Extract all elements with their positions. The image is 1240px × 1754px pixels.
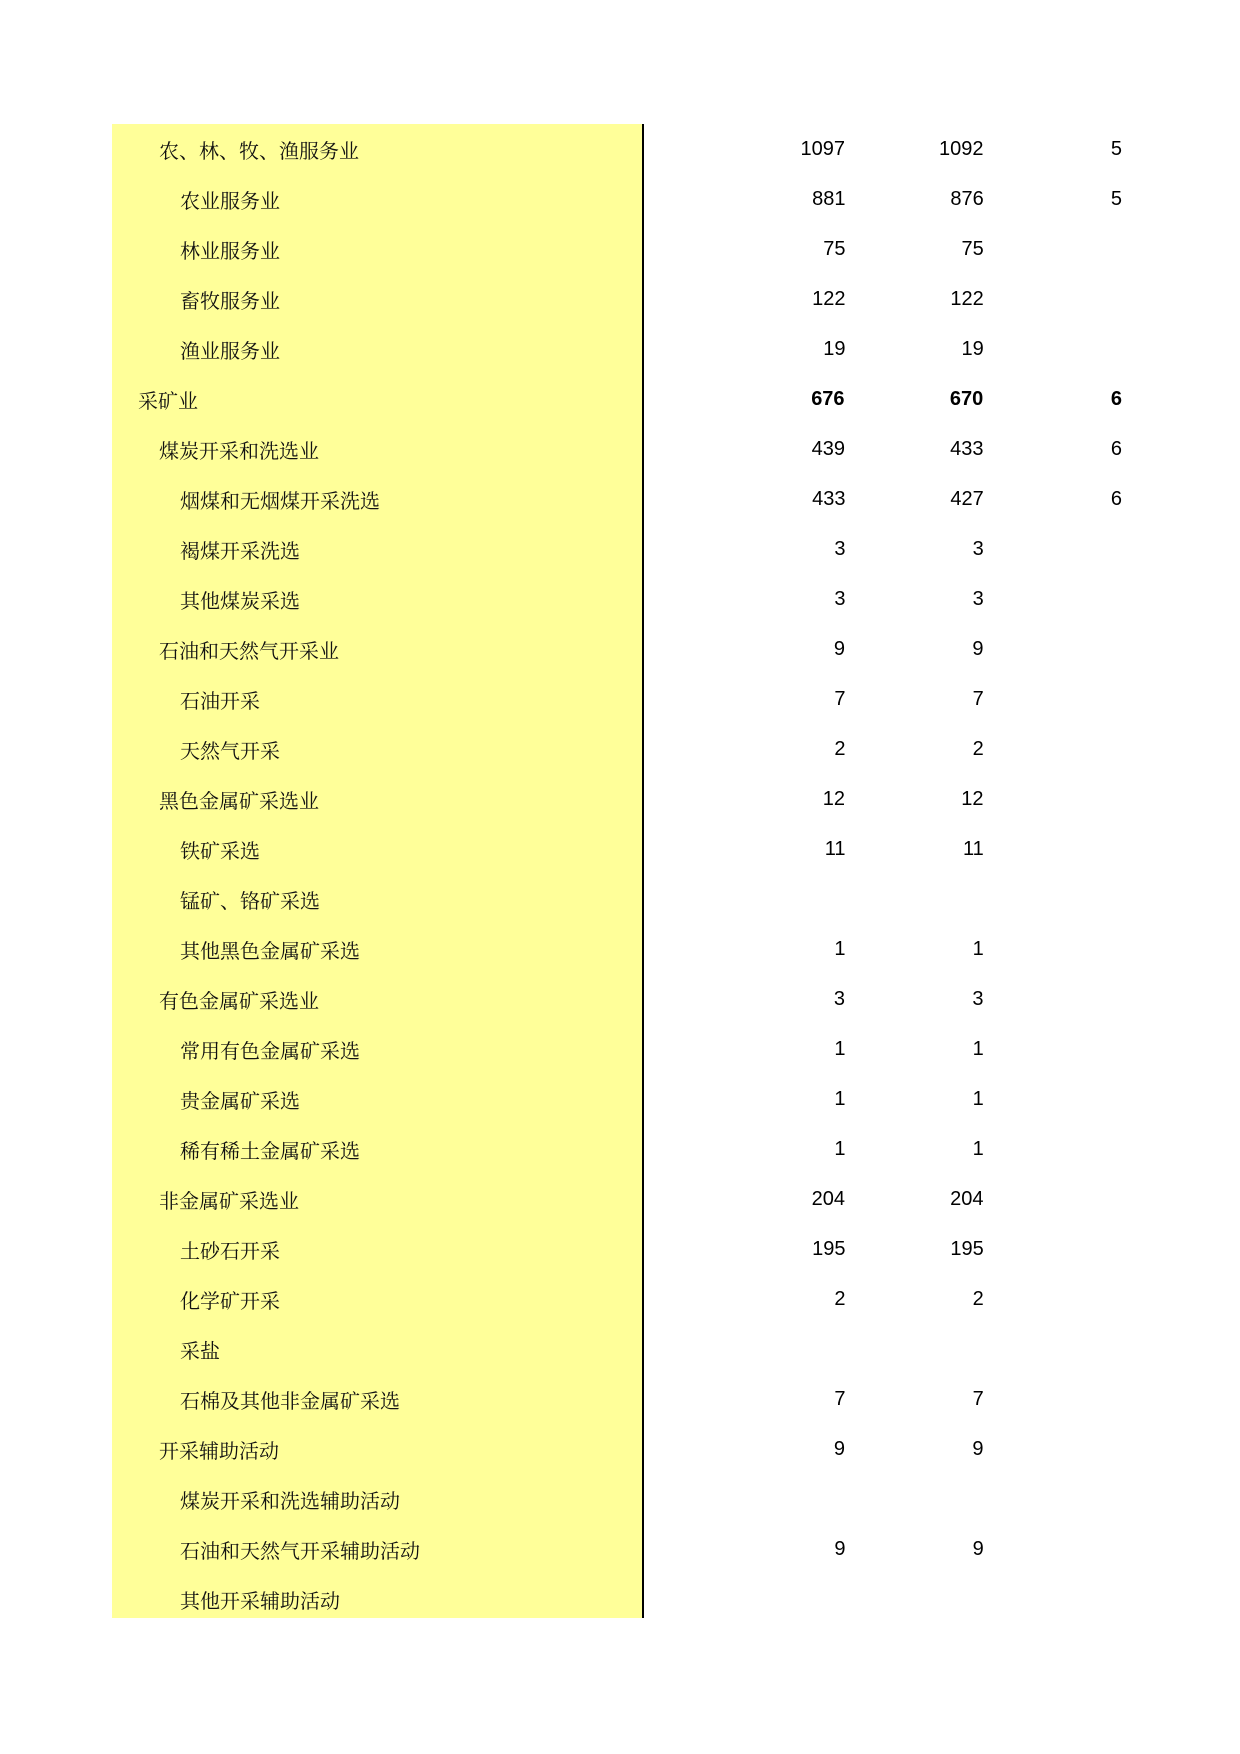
value-cell-1: 9	[833, 1437, 846, 1460]
row-label: 铁矿采选	[180, 838, 260, 863]
table-row	[112, 1324, 1122, 1374]
row-label: 石油和天然气开采业	[159, 638, 339, 663]
table-row	[112, 1524, 1122, 1574]
value-cell-1: 7	[834, 1387, 846, 1410]
row-label: 其他黑色金属矿采选	[180, 938, 360, 963]
value-cell-2: 3	[972, 587, 984, 610]
value-cell-1: 3	[833, 987, 846, 1010]
value-cell-1: 7	[834, 687, 846, 710]
value-cell-3: 6	[1110, 487, 1122, 510]
table-row	[112, 1274, 1122, 1324]
row-label: 天然气开采	[180, 738, 280, 763]
value-cell-2: 1	[972, 1087, 984, 1110]
table-row	[112, 524, 1122, 574]
value-cell-2: 427	[950, 487, 984, 510]
row-label: 石油和天然气开采辅助活动	[180, 1538, 420, 1563]
table-row	[112, 174, 1122, 224]
value-cell-1: 19	[823, 337, 846, 360]
value-cell-1: 2	[834, 737, 846, 760]
value-cell-2: 122	[950, 287, 984, 310]
table-row	[112, 1574, 1122, 1624]
value-cell-2: 433	[950, 437, 984, 460]
value-cell-1: 1097	[800, 137, 846, 160]
row-label: 石油开采	[180, 688, 260, 713]
table-row	[112, 1374, 1122, 1424]
table-row	[112, 674, 1122, 724]
row-label: 采盐	[180, 1338, 220, 1363]
table-row	[112, 1124, 1122, 1174]
row-label: 石棉及其他非金属矿采选	[180, 1388, 400, 1413]
value-cell-2: 1092	[939, 137, 984, 160]
value-cell-2: 9	[972, 637, 984, 660]
table-row	[112, 1224, 1122, 1274]
table-row	[112, 424, 1122, 474]
row-label: 化学矿开采	[180, 1288, 280, 1313]
row-label: 黑色金属矿采选业	[159, 788, 319, 813]
value-cell-1: 3	[834, 587, 846, 610]
value-cell-2: 9	[972, 1537, 984, 1560]
value-cell-1: 122	[812, 287, 846, 310]
value-cell-1: 9	[834, 1537, 846, 1560]
table-row	[112, 924, 1122, 974]
value-cell-2: 7	[972, 1387, 984, 1410]
value-cell-2: 19	[961, 337, 984, 360]
row-label: 非金属矿采选业	[159, 1188, 299, 1213]
value-cell-1: 3	[834, 537, 846, 560]
table-row	[112, 974, 1122, 1024]
value-cell-2: 11	[962, 837, 984, 860]
table-row	[112, 1174, 1122, 1224]
row-label: 煤炭开采和洗选辅助活动	[180, 1488, 400, 1513]
value-cell-1: 195	[812, 1237, 846, 1260]
table-row	[112, 1024, 1122, 1074]
spreadsheet-table	[112, 124, 1122, 1624]
value-cell-1: 1	[834, 1137, 846, 1160]
row-label: 林业服务业	[180, 238, 280, 263]
row-label: 锰矿、铬矿采选	[180, 888, 320, 913]
row-label: 其他开采辅助活动	[180, 1588, 340, 1613]
row-label: 其他煤炭采选	[180, 588, 300, 613]
row-label: 有色金属矿采选业	[159, 988, 319, 1013]
value-cell-1: 1	[834, 1087, 846, 1110]
table-row	[112, 724, 1122, 774]
value-cell-1: 433	[812, 487, 846, 510]
row-label: 煤炭开采和洗选业	[159, 438, 319, 463]
table-row	[112, 624, 1122, 674]
value-cell-1: 204	[811, 1187, 846, 1210]
table-row	[112, 124, 1122, 174]
table-row	[112, 824, 1122, 874]
row-label: 畜牧服务业	[180, 288, 280, 313]
value-cell-2: 9	[972, 1437, 984, 1460]
value-cell-1: 2	[834, 1287, 846, 1310]
row-label: 开采辅助活动	[159, 1438, 279, 1463]
value-cell-1: 75	[823, 237, 846, 260]
value-cell-2: 12	[961, 787, 984, 810]
table-row	[112, 874, 1122, 924]
value-cell-1: 12	[822, 787, 846, 810]
value-cell-1: 1	[834, 1037, 846, 1060]
value-cell-3: 5	[1110, 137, 1123, 160]
table-row	[112, 1474, 1122, 1524]
table-row	[112, 324, 1122, 374]
row-label: 褐煤开采洗选	[180, 538, 300, 563]
row-label: 贵金属矿采选	[180, 1088, 300, 1113]
row-label: 农业服务业	[180, 188, 280, 213]
value-cell-2: 2	[972, 737, 984, 760]
row-label: 土砂石开采	[180, 1238, 280, 1263]
value-cell-1: 11	[824, 837, 846, 860]
value-cell-2: 1	[972, 1037, 984, 1060]
value-cell-3: 6	[1110, 387, 1122, 410]
table-row	[112, 224, 1122, 274]
table-body	[112, 124, 1122, 1624]
table-row	[112, 574, 1122, 624]
row-label: 烟煤和无烟煤开采洗选	[180, 488, 380, 513]
value-cell-2: 75	[961, 237, 984, 260]
value-cell-2: 670	[949, 387, 984, 410]
row-label: 稀有稀土金属矿采选	[180, 1138, 360, 1163]
table-row	[112, 774, 1122, 824]
value-cell-2: 195	[950, 1237, 984, 1260]
row-label: 常用有色金属矿采选	[180, 1038, 360, 1063]
value-cell-1: 881	[812, 187, 846, 210]
value-cell-2: 3	[972, 537, 984, 560]
row-label: 农、林、牧、渔服务业	[159, 138, 359, 163]
value-cell-1: 9	[833, 637, 846, 660]
table-row	[112, 474, 1122, 524]
value-cell-1: 676	[811, 387, 845, 410]
value-cell-2: 3	[972, 987, 984, 1010]
table-row	[112, 1074, 1122, 1124]
value-cell-2: 1	[972, 937, 984, 960]
value-cell-2: 876	[950, 187, 984, 210]
value-cell-3: 6	[1110, 437, 1123, 460]
row-label: 渔业服务业	[180, 338, 280, 363]
value-cell-3: 5	[1110, 187, 1122, 210]
value-cell-2: 1	[972, 1137, 984, 1160]
row-label: 采矿业	[138, 388, 198, 413]
value-cell-2: 2	[972, 1287, 984, 1310]
value-cell-2: 204	[950, 1187, 984, 1210]
table-row	[112, 274, 1122, 324]
value-cell-2: 7	[972, 687, 984, 710]
table-row	[112, 374, 1122, 424]
table-row	[112, 1424, 1122, 1474]
value-cell-1: 439	[811, 437, 846, 460]
value-cell-1: 1	[834, 937, 846, 960]
